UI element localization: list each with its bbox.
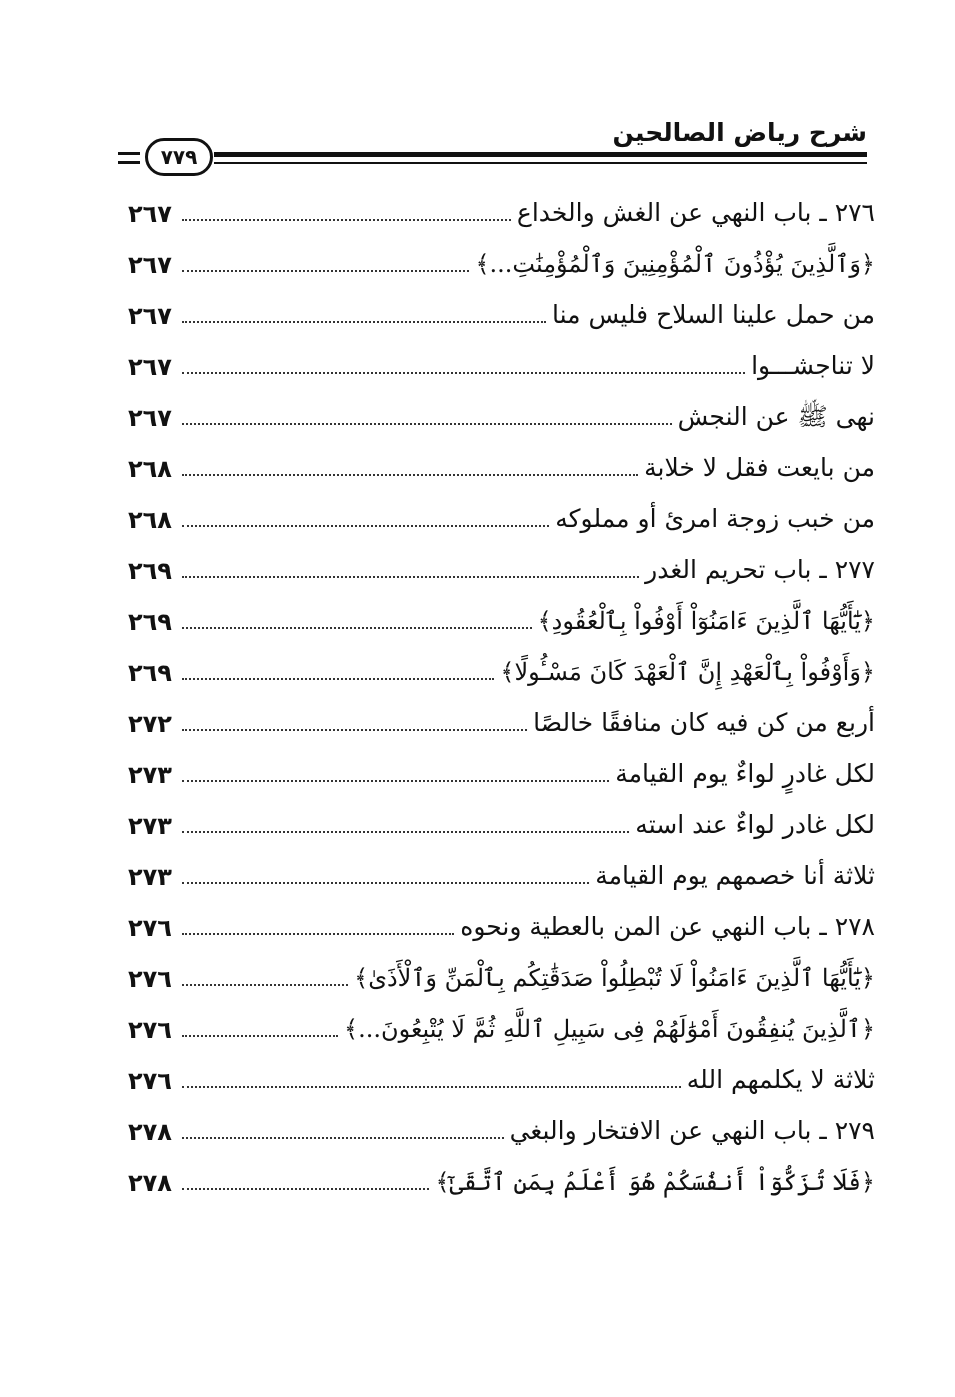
- toc-entry-hadith: [128, 853, 875, 897]
- toc-page-number: ٢٧٣: [128, 761, 172, 789]
- toc-entry-chapter: [128, 190, 875, 234]
- toc-entry-text: ٢٧٧ ـ باب تحريم الغدر: [645, 555, 875, 584]
- dot-leader: [182, 780, 609, 782]
- header-rule-left: [118, 152, 140, 155]
- toc-entry-text: ثلاثة أنا خصمهم يوم القيامة: [595, 861, 875, 890]
- toc-page-number: ٢٧٨: [128, 1118, 172, 1146]
- toc-page-number: ٢٦٧: [128, 404, 172, 432]
- toc-entry-text: لا تناجشـــوا: [751, 351, 875, 380]
- dot-leader: [182, 1086, 681, 1088]
- page-number: ٧٧٩: [160, 145, 198, 169]
- dot-leader: [182, 576, 639, 578]
- toc-entry-text: ﴿ٱلَّذِينَ يُنفِقُونَ أَمْوَٰلَهُمْ فِى سَبِيلِ ٱللَّهِ ثُمَّ لَا يُتْبِعُونَ...﴾: [344, 1015, 875, 1043]
- toc-entry-text: نهى ﷺ عن النجش: [677, 402, 875, 431]
- dot-leader: [182, 372, 745, 374]
- toc-entry-chapter: [128, 904, 875, 948]
- dot-leader: [182, 831, 629, 833]
- toc-page-number: ٢٧٨: [128, 1169, 172, 1197]
- toc-entry-hadith: [128, 802, 875, 846]
- toc-entry-text: ثلاثة لا يكلمهم الله: [686, 1065, 875, 1094]
- header-rule-thin: [214, 162, 867, 164]
- toc-page-number: ٢٦٩: [128, 659, 172, 687]
- toc-entry-text: ٢٧٦ ـ باب النهي عن الغش والخداع: [516, 198, 875, 227]
- toc-page-number: ٢٦٧: [128, 200, 172, 228]
- dot-leader: [182, 423, 672, 425]
- toc-entry-text: لكل غادرٍ لواءٌ يوم القيامة: [615, 759, 875, 788]
- toc-page-number: ٢٧٦: [128, 1016, 172, 1044]
- toc-entry-text: ﴿وَأَوْفُواْ بِٱلْعَهْدِ إِنَّ ٱلْعَهْدَ كَانَ مَسْـُٔولًا﴾: [500, 658, 875, 686]
- toc-page-number: ٢٧٣: [128, 812, 172, 840]
- toc-entry-verse: [128, 955, 875, 999]
- toc-entry-text: ﴿فَلَا تُزَكُّوٓاْ أَنفُسَكُمْ هُوَ أَعْلَمُ بِمَنِ ٱتَّقَىٰٓ﴾: [435, 1168, 875, 1196]
- toc-entry-text: لكل غادر لواءٌ عند استه: [635, 810, 875, 839]
- toc-entry-hadith: [128, 343, 875, 387]
- dot-leader: [182, 525, 549, 527]
- toc-entry-text: من بايعت فقل لا خلابة: [644, 453, 875, 482]
- toc-entry-verse: [128, 649, 875, 693]
- dot-leader: [182, 678, 494, 680]
- toc-entry-text: ٢٧٩ ـ باب النهي عن الافتخار والبغي: [509, 1116, 875, 1145]
- toc-entry-verse: [128, 598, 875, 642]
- toc-entry-hadith: [128, 496, 875, 540]
- toc-entry-verse: [128, 1159, 875, 1203]
- toc-page-number: ٢٧٦: [128, 1067, 172, 1095]
- toc-entry-text: ﴿وَٱلَّذِينَ يُؤْذُونَ ٱلْمُؤْمِنِينَ وَٱلْمُؤْمِنَٰتِ...﴾: [475, 250, 875, 278]
- dot-leader: [182, 984, 348, 986]
- dot-leader: [182, 1137, 504, 1139]
- toc-entry-chapter: [128, 1108, 875, 1152]
- toc-page-number: ٢٧٦: [128, 914, 172, 942]
- dot-leader: [182, 474, 638, 476]
- header-rule-left-thin: [118, 161, 140, 164]
- dot-leader: [182, 1188, 429, 1190]
- toc-page-number: ٢٦٧: [128, 251, 172, 279]
- dot-leader: [182, 729, 527, 731]
- toc-entry-hadith: [128, 394, 875, 438]
- dot-leader: [182, 627, 532, 629]
- toc-page-number: ٢٦٧: [128, 353, 172, 381]
- toc-page-number: ٢٦٧: [128, 302, 172, 330]
- toc-page-number: ٢٦٨: [128, 455, 172, 483]
- dot-leader: [182, 270, 469, 272]
- book-title: شرح رياض الصالحين: [612, 118, 867, 147]
- toc-entry-hadith: [128, 445, 875, 489]
- page-number-badge: [145, 138, 213, 176]
- toc-entry-hadith: [128, 292, 875, 336]
- toc-page-number: ٢٧٣: [128, 863, 172, 891]
- toc-entry-chapter: [128, 547, 875, 591]
- toc-page-number: ٢٧٢: [128, 710, 172, 738]
- dot-leader: [182, 933, 454, 935]
- header-rule: [214, 152, 867, 157]
- toc-entry-verse: [128, 241, 875, 285]
- dot-leader: [182, 882, 589, 884]
- toc-page-number: ٢٦٩: [128, 608, 172, 636]
- toc-page-number: ٢٦٨: [128, 506, 172, 534]
- toc-entry-text: ٢٧٨ ـ باب النهي عن المن بالعطية ونحوه: [460, 912, 875, 941]
- dot-leader: [182, 219, 511, 221]
- toc-entry-text: ﴿يَٰٓأَيُّهَا ٱلَّذِينَ ءَامَنُواْ لَا تُبْطِلُواْ صَدَقَٰتِكُم بِٱلْمَنِّ وَٱلْأَذَىٰ﴾: [354, 964, 875, 992]
- toc-entry-hadith: [128, 751, 875, 795]
- toc-entry-text: ﴿يَٰٓأَيُّهَا ٱلَّذِينَ ءَامَنُوٓاْ أَوْفُواْ بِٱلْعُقُودِ﴾: [537, 607, 875, 635]
- toc-entry-verse: [128, 1006, 875, 1050]
- toc-entry-hadith: [128, 1057, 875, 1101]
- toc-entry-text: من حمل علينا السلاح فليس منا: [551, 300, 875, 329]
- toc-entry-hadith: [128, 700, 875, 744]
- dot-leader: [182, 321, 546, 323]
- toc-entry-text: من خبب زوجة امرئ أو مملوكه: [555, 504, 875, 533]
- toc-page-number: ٢٧٦: [128, 965, 172, 993]
- toc-page-number: ٢٦٩: [128, 557, 172, 585]
- dot-leader: [182, 1035, 338, 1037]
- toc-entry-text: أربع من كن فيه كان منافقًا خالصًا: [533, 708, 875, 737]
